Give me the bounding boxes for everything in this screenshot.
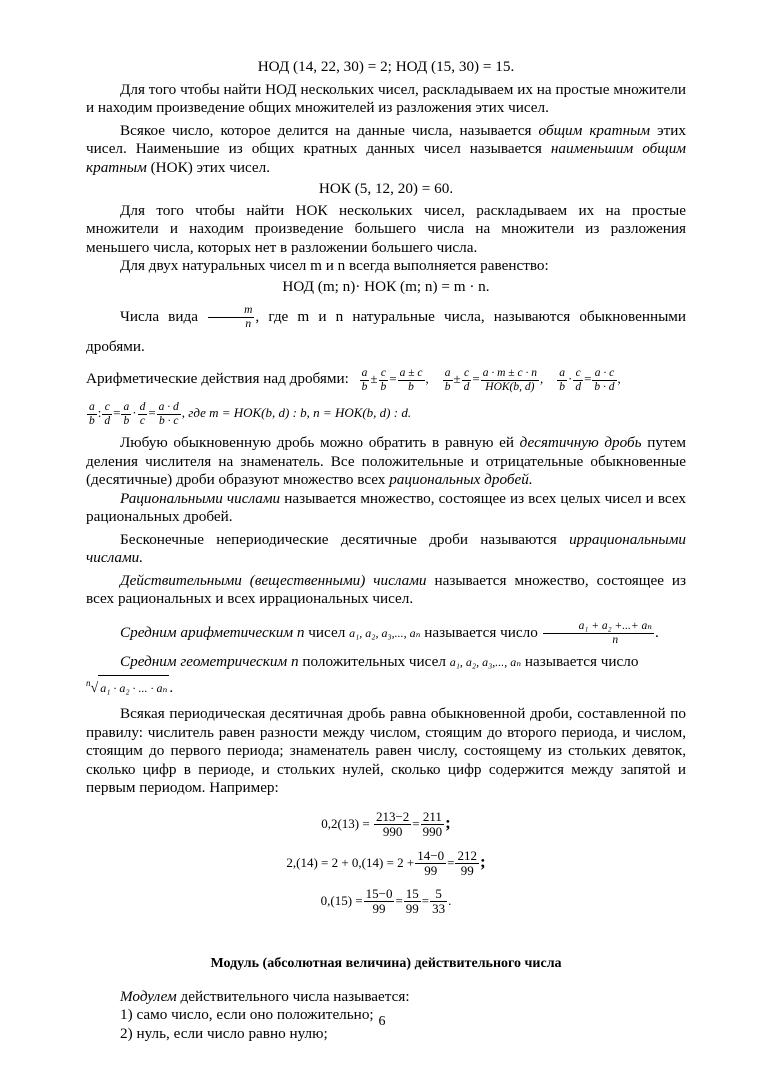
page-content [86, 58, 686, 1043]
list-item: 1) само число, если оно положительно; [120, 1006, 374, 1024]
geom-mean-root: $^n$√ a₁ · a₂ · ... · aₙ . [86, 671, 686, 701]
arith-label: Арифметические действия над дробями: [86, 370, 349, 387]
paragraph-arith-mean: Средним арифметическим n чисел a₁, a₂, a₃,..., aₙ называется число $\frac{\text{a₁ + a₂ +...+ aₙ}}{n}$ . [120, 619, 659, 646]
paragraph-decimal: Любую обыкновенную дробь можно обратить в равную ей десятичную дробь путем деления числителя на знаменатель. Все положительные и отрицательные обыкновенные (десятичные) дроби образуют множество всех рациональных дробей. [86, 434, 686, 488]
section-heading: Модуль (абсолютная величина) действительного числа [210, 955, 562, 971]
term-lcm: наименьшим общим кратным [86, 140, 686, 176]
formula-nok: НОК (5, 12, 20) = 60. [318, 180, 454, 197]
paragraph-nod-method: Для того чтобы найти НОД нескольких чисел, раскладываем их на простые множители и находим произведение общих множителей из разложения этих чисел. [86, 80, 686, 116]
paragraph-fractions-def: Числа вида $\frac{m}{n}$ , где m и n натуральные числа, называются обыкновенными дробями. [86, 304, 687, 355]
formula-nod: НОД (14, 22, 30) = 2; НОД (15, 30) = 15. [257, 58, 515, 75]
paragraph-rational: Рациональными числами называется множество, состоящее из всех целых чисел и всех рациональных дробей. [86, 489, 686, 525]
paragraph-geom-mean: Средним геометрическим n положительных чисел a₁, a₂, a₃,..., aₙ называется число [120, 652, 639, 670]
term-common-multiple: общим кратным [538, 121, 651, 139]
list-item: 2) нуль, если число равно нулю; [120, 1024, 328, 1042]
arith-division: $\frac{a}{b}$ : $\frac{c}{d}$ = $\frac{a}{b}$ · $\frac{d}{c}$ = $\frac{a \cdot d}{b \cdot c}$ , где m = НОК(b, d) : b, n = НОК(b, d) : d. [89, 400, 412, 427]
paragraph-irrational: Бесконечные непериодические десятичные дроби называются иррациональными числами. [86, 530, 686, 566]
formula-mn: НОД (m; n)· НОК (m; n) = m · n. [282, 277, 490, 295]
paragraph-nok-method: Для того чтобы найти НОК нескольких чисел, раскладываем их на простые множители и находим произведение большего числа на множители из разложения меньшего числа, которых нет в разложении большего числа. [86, 201, 686, 256]
paragraph-periodic: Всякая периодическая десятичная дробь равна обыкновенной дроби, составленной по правилу: числитель равен разности между числом, стоящим до второго периода, и числом, стоящим до первого периода; знаменатель равен числу, состоящему из стольких девяток, сколько цифр в периоде, и стольких нулей, сколько цифр содержится между запятой и первым периодом. Например: [86, 705, 686, 797]
fraction-m-n: $\frac{m}{n}$ [208, 304, 254, 331]
arith-operations: Арифметические действия над дробями: $\frac{a}{b}$ ± $\frac{c}{b}$ = $\frac{a \pm c}{b}$ , $\frac{a}{b}$ ± $\frac{c}{d}$ = $\frac{a \cdot m \pm c \cdot n}{\text{НОК(b, d)}}$ , $\frac{a}{b}$ · $\frac{c}{d}$ = $\frac{a \cdot c}{b \cdot d}$ , [86, 366, 621, 393]
paragraph-modulus: Модулем действительного числа называется: [120, 987, 410, 1005]
example-1: 0,2(13) = $\frac{213-2}{990}$ = $\frac{211}{990}$ ; [321, 809, 451, 840]
paragraph-common-multiple: Всякое число, которое делится на данные числа, называется общим кратным этих чисел. Наименьшие из общих кратных данных чисел называется наименьшим общим кратным (НОК) этих чисел. [86, 121, 686, 176]
paragraph-real: Действительными (вещественными) числами называется множество, состоящее из всех рациональных и всех иррациональных чисел. [86, 571, 686, 607]
page-number: 6 [378, 1014, 386, 1029]
paragraph-two-numbers: Для двух натуральных чисел m и n всегда выполняется равенство: [120, 257, 549, 274]
example-3: 0,(15) = $\frac{15-0}{99}$ = $\frac{15}{99}$ = $\frac{5}{33}$ . [320, 886, 452, 917]
example-2: 2,(14) = 2 + 0,(14) = 2 + $\frac{14-0}{99}$ = $\frac{212}{99}$ ; [286, 848, 486, 879]
